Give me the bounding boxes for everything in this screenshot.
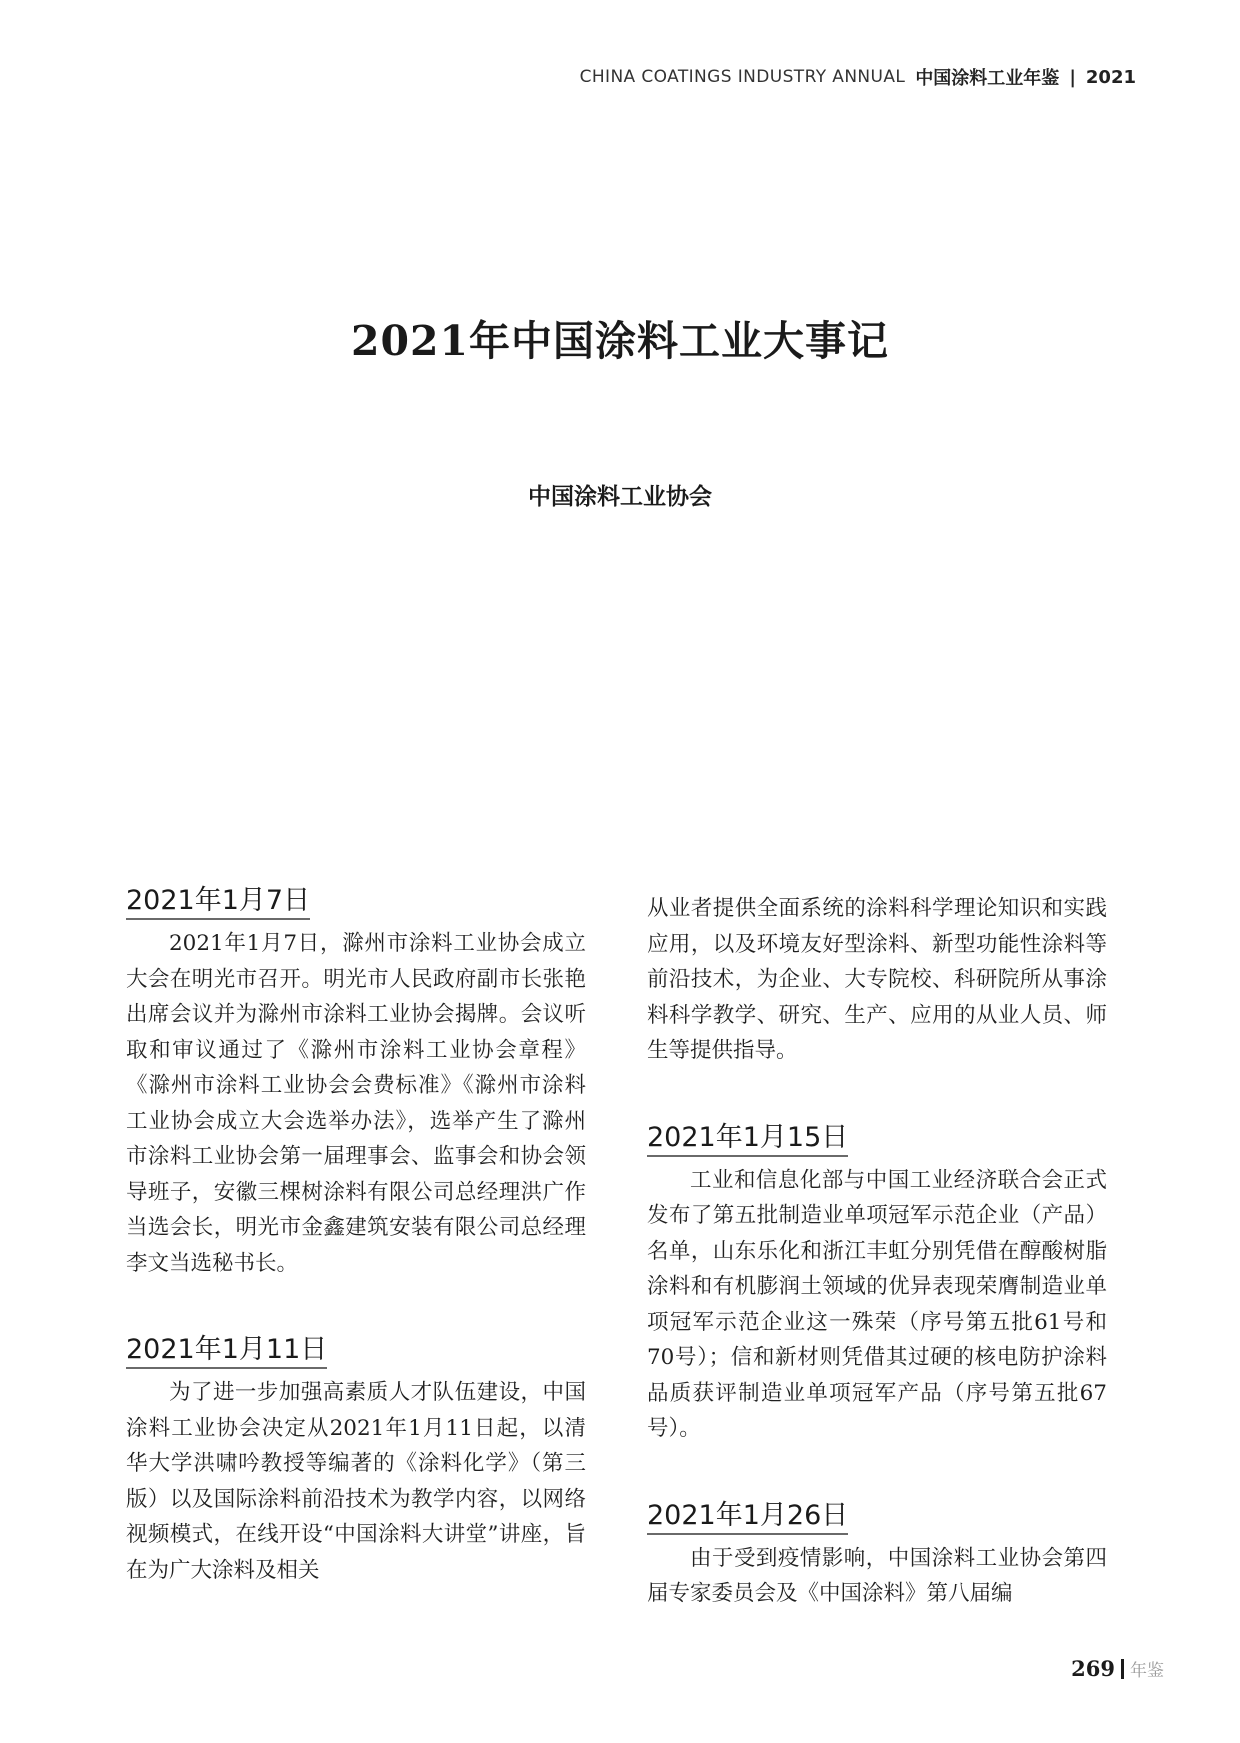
event-text-continued: 从业者提供全面系统的涂料科学理论知识和实践应用，以及环境友好型涂料、新型功能性涂料等前沿技术，为企业、大专院校、科研院所从事涂料科学教学、研究、生产、应用的从业人员、师生等提供指导。 [647, 896, 1107, 1063]
header-year: 2021 [1085, 66, 1136, 88]
event-continuation [647, 891, 1107, 1069]
right-column [647, 891, 1107, 1658]
footer-divider [1121, 1659, 1124, 1679]
event-text: 工业和信息化部与中国工业经济联合会正式发布了第五批制造业单项冠军示范企业（产品）名单，山东乐化和浙江丰虹分别凭借在醇酸树脂涂料和有机膨润土领域的优异表现荣膺制造业单项冠军示范企业这一殊荣（序号第五批61号和70号）；信和新材则凭借其过硬的核电防护涂料品质获评制造业单项冠军产品（序号第五批67号）。 [647, 1167, 1107, 1441]
running-header [580, 64, 1136, 90]
header-english-title: CHINA COATINGS INDUSTRY ANNUAL [579, 67, 906, 87]
event-text: 2021年1月7日，滁州市涂料工业协会成立大会在明光市召开。明光市人民政府副市长张艳出席会议并为滁州市涂料工业协会揭牌。会议听取和审议通过了《滁州市涂料工业协会章程》《滁州市涂料工业协会会费标准》《滁州市涂料工业协会成立大会选举办法》，选举产生了滁州市涂料工业协会第一届理事会、监事会和协会领导班子，安徽三棵树涂料有限公司总经理洪广作当选会长，明光市金鑫建筑安装有限公司总经理李文当选秘书长。 [126, 931, 586, 1276]
page-footer [1071, 1656, 1164, 1681]
event-entry [126, 1327, 586, 1588]
page-title: 2021年中国涂料工业大事记 [350, 317, 890, 365]
left-column [126, 878, 586, 1634]
event-date: 2021年1月26日 [647, 1493, 848, 1535]
event-text: 为了进一步加强高素质人才队伍建设，中国涂料工业协会决定从2021年1月11日起，以清华大学洪啸吟教授等编著的《涂料化学》（第三版）以及国际涂料前沿技术为教学内容，以网络视频模式，在线开设“中国涂料大讲堂”讲座，旨在为广大涂料及相关 [126, 1380, 586, 1583]
footer-label: 年鉴 [1130, 1661, 1164, 1681]
author-name: 中国涂料工业协会 [528, 484, 712, 510]
header-chinese-title: 中国涂料工业年鉴 [915, 68, 1060, 89]
event-entry [647, 1493, 1107, 1612]
header-separator: | [1069, 66, 1076, 88]
event-entry [647, 1115, 1107, 1447]
event-entry [126, 878, 586, 1281]
page-number: 269 [1071, 1656, 1115, 1681]
event-text: 由于受到疫情影响，中国涂料工业协会第四届专家委员会及《中国涂料》第八届编 [647, 1545, 1107, 1606]
event-date: 2021年1月7日 [126, 878, 310, 920]
event-date: 2021年1月15日 [647, 1115, 848, 1157]
event-date: 2021年1月11日 [126, 1327, 327, 1369]
